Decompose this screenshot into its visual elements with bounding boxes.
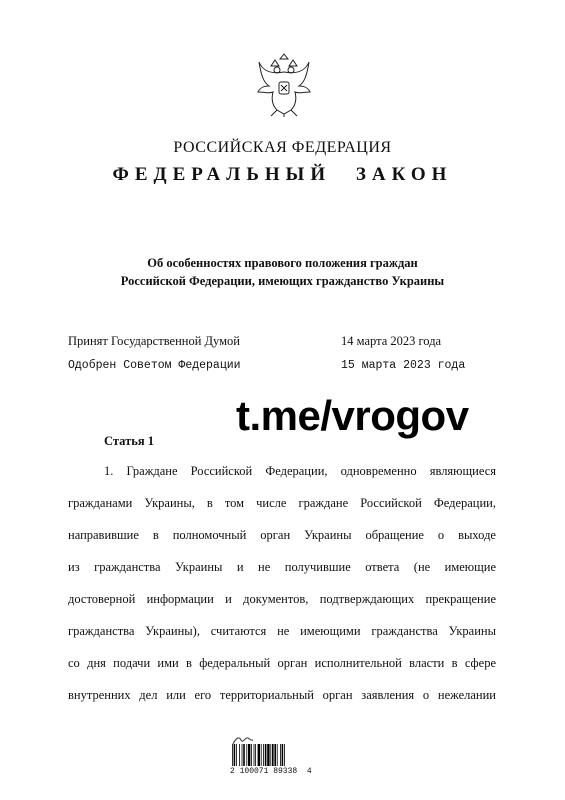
watermark-link: t.me/vrogov <box>236 392 469 439</box>
law-title-line-2: Российской Федерации, имеющих гражданство Украины <box>120 274 445 288</box>
article-text-line: гражданства Украины), считаются не имеющими гражданства Украины <box>68 624 496 638</box>
article-text-line: внутренних дел или его территориальный орган заявления о нежелании <box>68 688 496 702</box>
duma-adoption-date: 14 марта 2023 года <box>341 334 442 348</box>
law-title <box>0 254 565 290</box>
document-type: ФЕДЕРАЛЬНЫЙ ЗАКОН <box>112 164 453 185</box>
duma-adoption-label: Принят Государственной Думой <box>68 334 240 348</box>
country-name: РОССИЙСКАЯ ФЕДЕРАЦИЯ <box>173 139 392 156</box>
article-text-line: со дня подачи ими в федеральный орган исполнительной власти в сфере <box>68 656 496 670</box>
council-approval-date: 15 марта 2023 года <box>341 359 466 372</box>
barcode-icon <box>232 744 304 766</box>
council-approval-label: Одобрен Советом Федерации <box>68 359 241 372</box>
barcode-number: 2 100071 89338 4 <box>230 767 312 776</box>
article-text-line: из гражданства Украины и не получившие ответа (не имеющие <box>68 560 496 574</box>
article-heading: Статья 1 <box>104 434 154 448</box>
article-text-line: достоверной информации и документов, подтверждающих прекращение <box>68 592 496 606</box>
article-text-line: 1. Граждане Российской Федерации, одновременно являющиеся <box>104 464 496 478</box>
russian-coat-of-arms-icon <box>255 52 313 118</box>
article-text-line: гражданами Украины, в том числе граждане Российской Федерации, <box>68 496 496 510</box>
article-text-line: направившие в полномочный орган Украины обращение о выходе <box>68 528 496 542</box>
law-title-line-1: Об особенностях правового положения граждан <box>147 256 418 270</box>
